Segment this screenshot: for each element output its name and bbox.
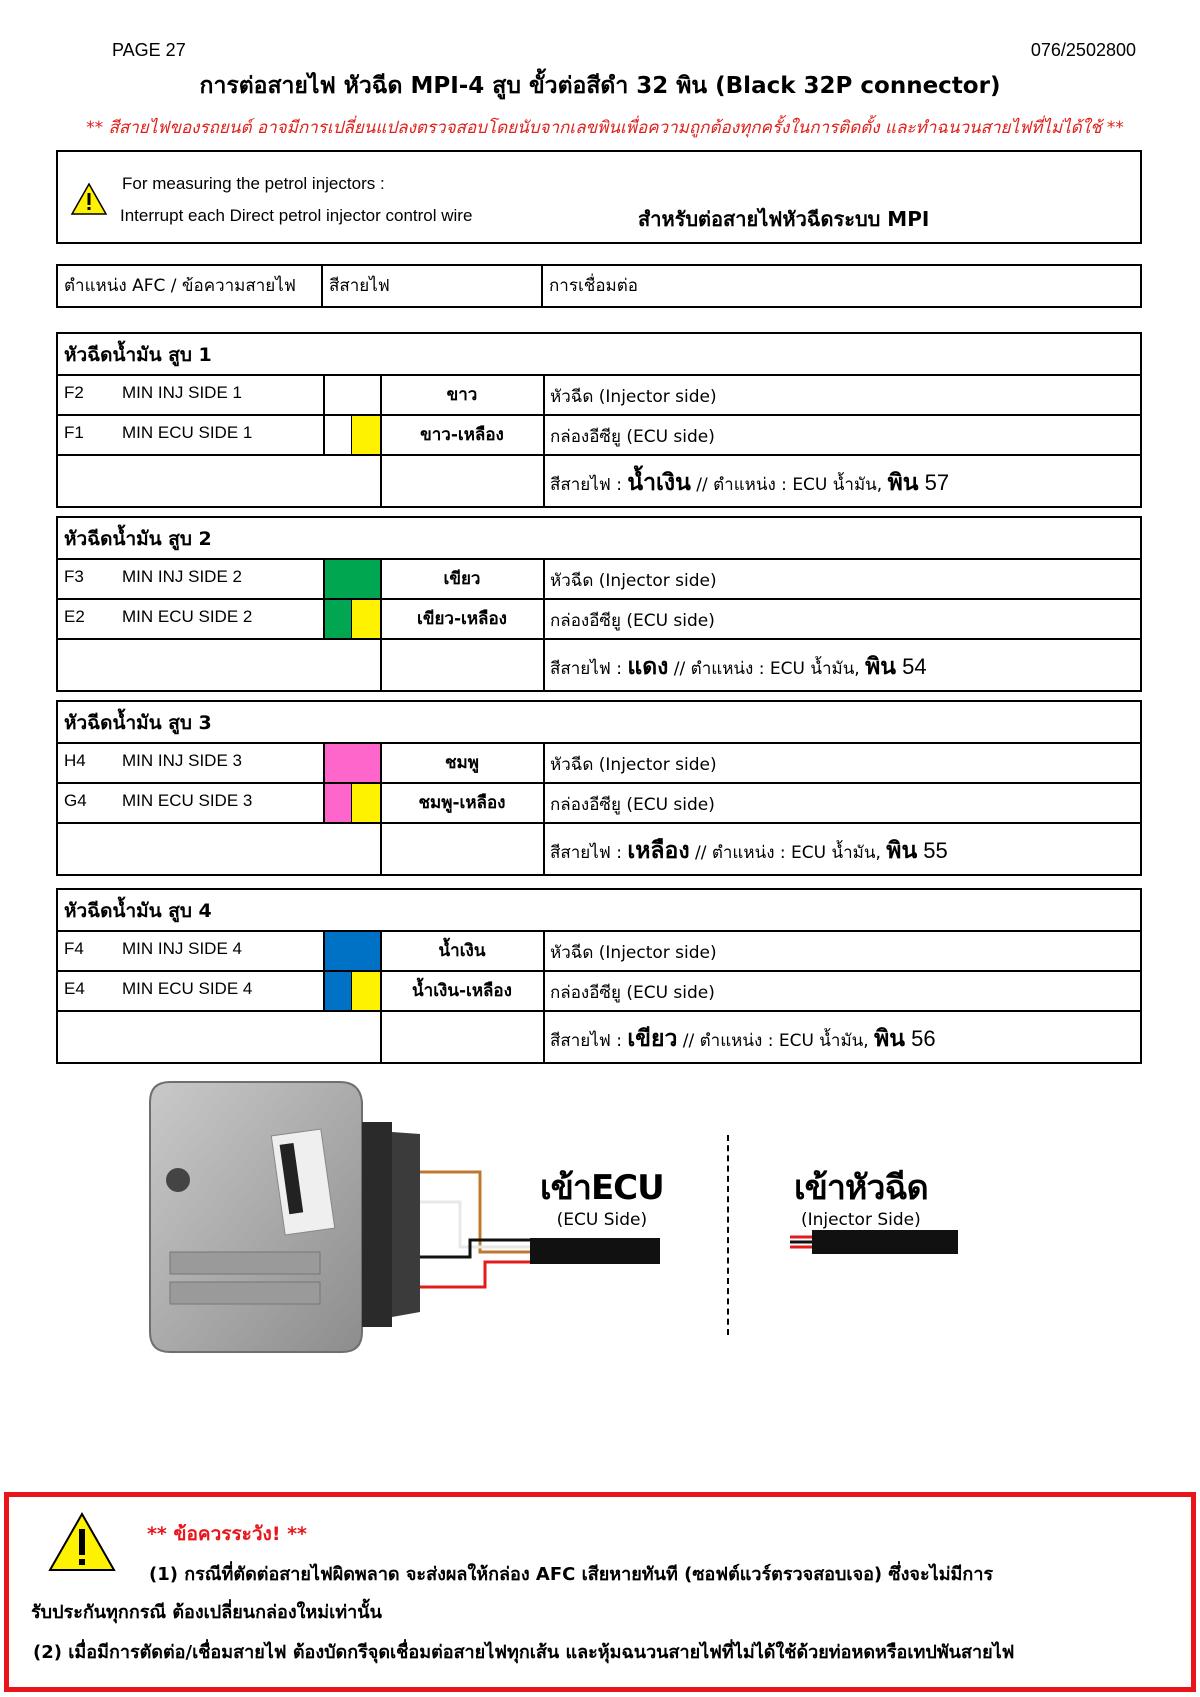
injector-group-1 (56, 332, 1142, 508)
wire-color-name: ชมพู (445, 753, 479, 773)
row-divider (58, 558, 1140, 560)
info-pin-word: พิน (886, 838, 918, 864)
ecu-wire-info (550, 465, 949, 501)
wire-color-swatch (325, 744, 380, 782)
group-title: หัวฉีดน้ำมัน สูบ 4 (64, 900, 212, 922)
row-divider (58, 598, 1140, 600)
connection-side: หัวฉีด (Injector side) (550, 571, 717, 591)
injector-side-label (794, 1160, 928, 1230)
caution-item-1: (1) กรณีที่ตัดต่อสายไฟผิดพลาด จะส่งผลให้กล่อง AFC เสียหายทันที (ซอฟต์แวร์ตรวจสอบเจอ) ซึ่งจะไม่มีการ (149, 1564, 994, 1585)
row-divider (58, 782, 1140, 784)
afc-pin-code: F2 (64, 383, 84, 402)
injector-cable (790, 1230, 960, 1254)
ecu-side-subtitle: (ECU Side) (556, 1210, 648, 1230)
wire-color-notice: ** สีสายไฟของรถยนต์ อาจมีการเปลี่ยนแปลงตรวจสอบโดยนับจากเลขพินเพื่อความถูกต้องทุกครั้งในการติดตั้ง และทำฉนวนสายไฟที่ไม่ได้ใช้ ** (86, 118, 1124, 138)
afc-wire-name: MIN ECU SIDE 4 (122, 979, 253, 998)
wire-stripe-swatch (352, 600, 380, 638)
col-divider (543, 930, 545, 1064)
info-prefix: สีสายไฟ : (550, 843, 628, 863)
afc-pin-code: F3 (64, 567, 84, 586)
afc-pin-code: F4 (64, 939, 84, 958)
afc-wire-name: MIN INJ SIDE 3 (122, 751, 242, 770)
row-divider (58, 374, 1140, 376)
info-line-measuring: For measuring the petrol injectors : (122, 174, 385, 193)
info-wire-color: เหลือง (627, 838, 690, 864)
wire-color-swatch (325, 416, 352, 454)
swatch-divider (351, 972, 352, 1010)
page-title: การต่อสายไฟ หัวฉีด MPI-4 สูบ ขั้วต่อสีดำ 32 พิน (Black 32P connector) (199, 73, 1001, 99)
row-divider (58, 822, 1140, 824)
afc-wire-name: MIN ECU SIDE 1 (122, 423, 253, 442)
wire-color-name: เขียว (443, 569, 481, 589)
afc-wire-name: MIN ECU SIDE 3 (122, 791, 253, 810)
swatch-divider (351, 784, 352, 822)
info-wire-color: เขียว (627, 1026, 678, 1052)
group-title: หัวฉีดน้ำมัน สูบ 1 (64, 344, 212, 366)
info-position: // ตำแหน่ง : ECU น้ำมัน, (677, 1031, 875, 1051)
caution-box (4, 1492, 1196, 1692)
info-pin-word: พิน (874, 1026, 905, 1052)
wire-color-name: ขาว (446, 385, 478, 405)
afc-wire-name: MIN INJ SIDE 2 (122, 567, 242, 586)
dashed-divider (727, 1135, 729, 1335)
col-divider (543, 742, 545, 876)
connection-side: กล่องอีซียู (ECU side) (550, 611, 715, 631)
row-divider (58, 742, 1140, 744)
wire-color-name: น้ำเงิน (438, 941, 486, 961)
row-divider (58, 454, 1140, 456)
wire-color-name: เขียว-เหลือง (417, 609, 507, 629)
injector-group-3 (56, 700, 1142, 876)
col-afc-position: ตำแหน่ง AFC / ข้อความสายไฟ (58, 266, 323, 306)
swatch-divider (351, 416, 352, 454)
connection-side: หัวฉีด (Injector side) (550, 943, 717, 963)
wire-color-swatch (325, 376, 380, 414)
info-pin-word: พิน (887, 470, 919, 496)
caution-item-2: (2) เมื่อมีการตัดต่อ/เชื่อมสายไฟ ต้องบัดกรีจุดเชื่อมต่อสายไฟทุกเส้น และหุ้มฉนวนสายไฟที่ไม่ได้ใช้ด้วยท่อหดหรือเทปพันสายไฟ (33, 1642, 1015, 1663)
info-line-interrupt: Interrupt each Direct petrol injector control wire (120, 206, 473, 225)
injector-group-4 (56, 888, 1142, 1064)
info-pin-number: 56 (905, 1026, 936, 1051)
swatch-divider (351, 600, 352, 638)
info-wire-color: น้ำเงิน (627, 470, 691, 496)
afc-wire-name: MIN ECU SIDE 2 (122, 607, 253, 626)
info-position: // ตำแหน่ง : ECU น้ำมัน, (689, 843, 887, 863)
wire-color-name: ชมพู-เหลือง (418, 793, 506, 813)
afc-pin-code: E2 (64, 607, 85, 626)
wire-color-swatch (325, 972, 352, 1010)
wire-color-swatch (325, 784, 352, 822)
info-pin-word: พิน (865, 654, 897, 680)
connection-side: กล่องอีซียู (ECU side) (550, 427, 715, 447)
table-header (56, 264, 1142, 308)
wire-color-swatch (325, 932, 380, 970)
row-divider (58, 930, 1140, 932)
row-divider (58, 970, 1140, 972)
caution-icon (47, 1511, 117, 1573)
wire-color-swatch (325, 600, 352, 638)
wire-color-name: ขาว-เหลือง (420, 425, 504, 445)
document-number: 076/2502800 (1030, 40, 1136, 60)
row-divider (58, 414, 1140, 416)
row-divider (58, 638, 1140, 640)
group-title: หัวฉีดน้ำมัน สูบ 3 (64, 712, 212, 734)
injector-group-2 (56, 516, 1142, 692)
info-prefix: สีสายไฟ : (550, 1031, 628, 1051)
row-divider (58, 1010, 1140, 1012)
afc-wire-name: MIN INJ SIDE 4 (122, 939, 242, 958)
wire-color-swatch (325, 560, 380, 598)
wire-stripe-swatch (352, 416, 380, 454)
ecu-wire-info (550, 649, 927, 685)
ecu-wire-info (550, 1021, 936, 1057)
info-prefix: สีสายไฟ : (550, 659, 628, 679)
caution-item-1-cont: รับประกันทุกกรณี ต้องเปลี่ยนกล่องใหม่เท่านั้น (31, 1602, 382, 1623)
afc-pin-code: F1 (64, 423, 84, 442)
col-divider (543, 558, 545, 692)
col-wire-color: สีสายไฟ (323, 266, 543, 306)
info-wire-color: แดง (627, 654, 669, 680)
connection-side: กล่องอีซียู (ECU side) (550, 795, 715, 815)
injector-side-title: เข้าหัวฉีด (794, 1168, 928, 1208)
afc-pin-code: H4 (64, 751, 86, 770)
caution-title: ** ข้อควรระวัง! ** (147, 1523, 307, 1545)
group-title: หัวฉีดน้ำมัน สูบ 2 (64, 528, 212, 550)
connection-side: หัวฉีด (Injector side) (550, 755, 717, 775)
warning-icon (70, 182, 108, 216)
info-position: // ตำแหน่ง : ECU น้ำมัน, (668, 659, 866, 679)
info-line-mpi: สำหรับต่อสายไฟหัวฉีดระบบ MPI (638, 207, 930, 231)
wire-color-name: น้ำเงิน-เหลือง (412, 981, 512, 1001)
ecu-side-title: เข้าECU (540, 1168, 664, 1208)
info-prefix: สีสายไฟ : (550, 475, 628, 495)
info-pin-number: 55 (917, 838, 948, 863)
wire-stripe-swatch (352, 972, 380, 1010)
injector-side-subtitle: (Injector Side) (800, 1210, 921, 1230)
info-box (56, 150, 1142, 244)
col-divider (543, 374, 545, 508)
info-pin-number: 57 (918, 470, 950, 495)
col-connection: การเชื่อมต่อ (549, 276, 638, 296)
afc-pin-code: G4 (64, 791, 87, 810)
info-position: // ตำแหน่ง : ECU น้ำมัน, (690, 475, 888, 495)
afc-wire-name: MIN INJ SIDE 1 (122, 383, 242, 402)
info-pin-number: 54 (896, 654, 927, 679)
ecu-wire-info (550, 833, 948, 869)
wire-stripe-swatch (352, 784, 380, 822)
connection-side: หัวฉีด (Injector side) (550, 387, 717, 407)
page-number: PAGE 27 (112, 40, 186, 60)
connection-side: กล่องอีซียู (ECU side) (550, 983, 715, 1003)
ecu-side-label (540, 1160, 664, 1230)
afc-pin-code: E4 (64, 979, 85, 998)
